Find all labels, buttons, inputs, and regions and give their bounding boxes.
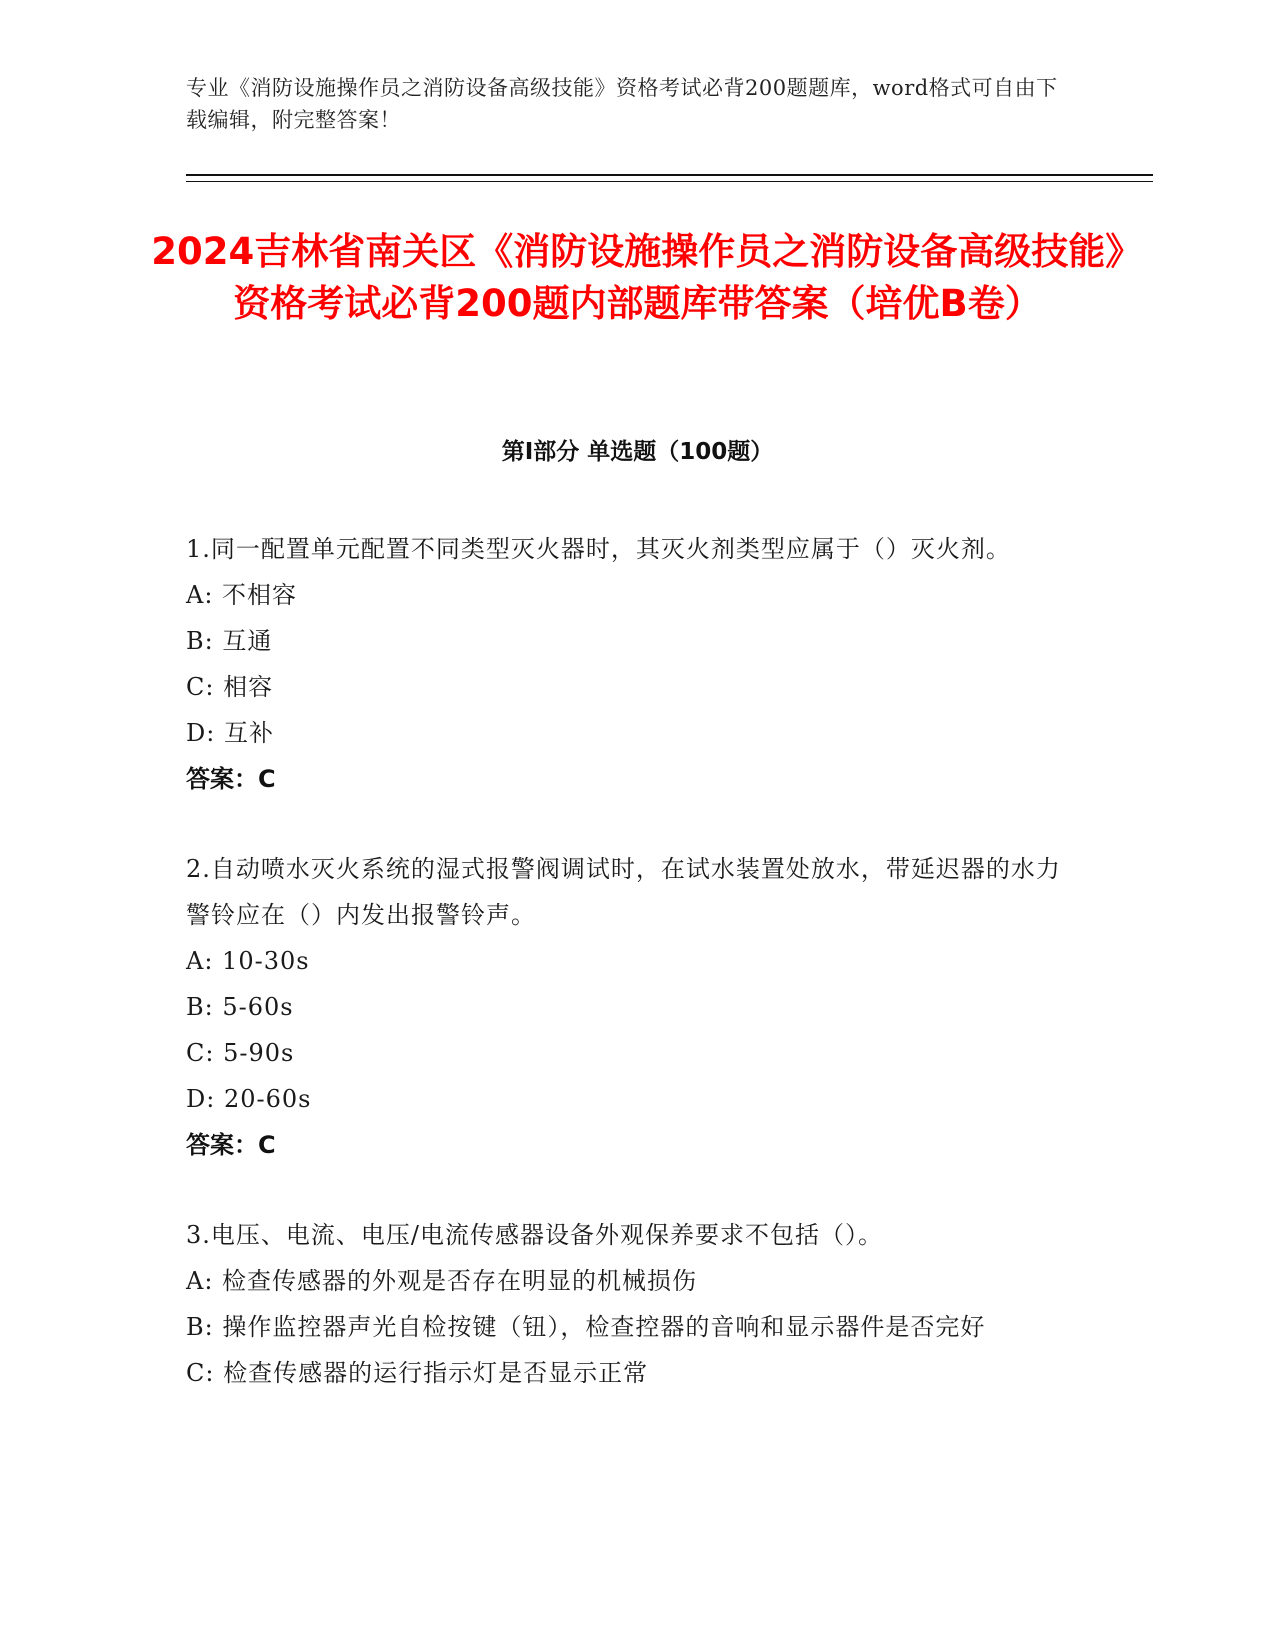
option-b: B: 操作监控器声光自检按键（钮），检查控器的音响和显示器件是否完好 — [186, 1313, 986, 1341]
option-c: C: 5-90s — [186, 1039, 295, 1067]
option-a: A: 检查传感器的外观是否存在明显的机械损伤 — [186, 1267, 698, 1295]
header-divider-thick — [186, 174, 1153, 176]
option-a: A: 10-30s — [186, 947, 310, 975]
option-c: C: 相容 — [186, 673, 274, 701]
header-note: 专业《消防设施操作员之消防设备高级技能》资格考试必背200题题库，word格式可自由下载编辑，附完整答案！ — [186, 76, 1058, 132]
option-a: A: 不相容 — [186, 581, 298, 609]
question-text: 3.电压、电流、电压/电流传感器设备外观保养要求不包括（）。 — [186, 1221, 883, 1249]
question-3 — [186, 1212, 1066, 1396]
option-c: C: 检查传感器的运行指示灯是否显示正常 — [186, 1359, 649, 1387]
question-1 — [186, 526, 1066, 802]
option-d: D: 互补 — [186, 719, 274, 747]
document-title: 2024吉林省南关区《消防设施操作员之消防设备高级技能》资格考试必背200题内部题库带答案（培优B卷） — [151, 230, 1124, 325]
section-title: 第Ⅰ部分 单选题（100题） — [501, 439, 774, 465]
answer: 答案：C — [186, 1131, 276, 1159]
question-list — [186, 526, 1066, 1440]
question-text: 1.同一配置单元配置不同类型灭火器时，其灭火剂类型应属于（）灭火剂。 — [186, 535, 1011, 563]
question-2 — [186, 846, 1066, 1168]
question-text: 2.自动喷水灭火系统的湿式报警阀调试时，在试水装置处放水，带延迟器的水力警铃应在（）内发出报警铃声。 — [186, 855, 1061, 929]
option-b: B: 5-60s — [186, 993, 294, 1021]
header-divider-thin — [186, 181, 1153, 182]
option-d: D: 20-60s — [186, 1085, 312, 1113]
answer: 答案：C — [186, 765, 276, 793]
option-b: B: 互通 — [186, 627, 273, 655]
